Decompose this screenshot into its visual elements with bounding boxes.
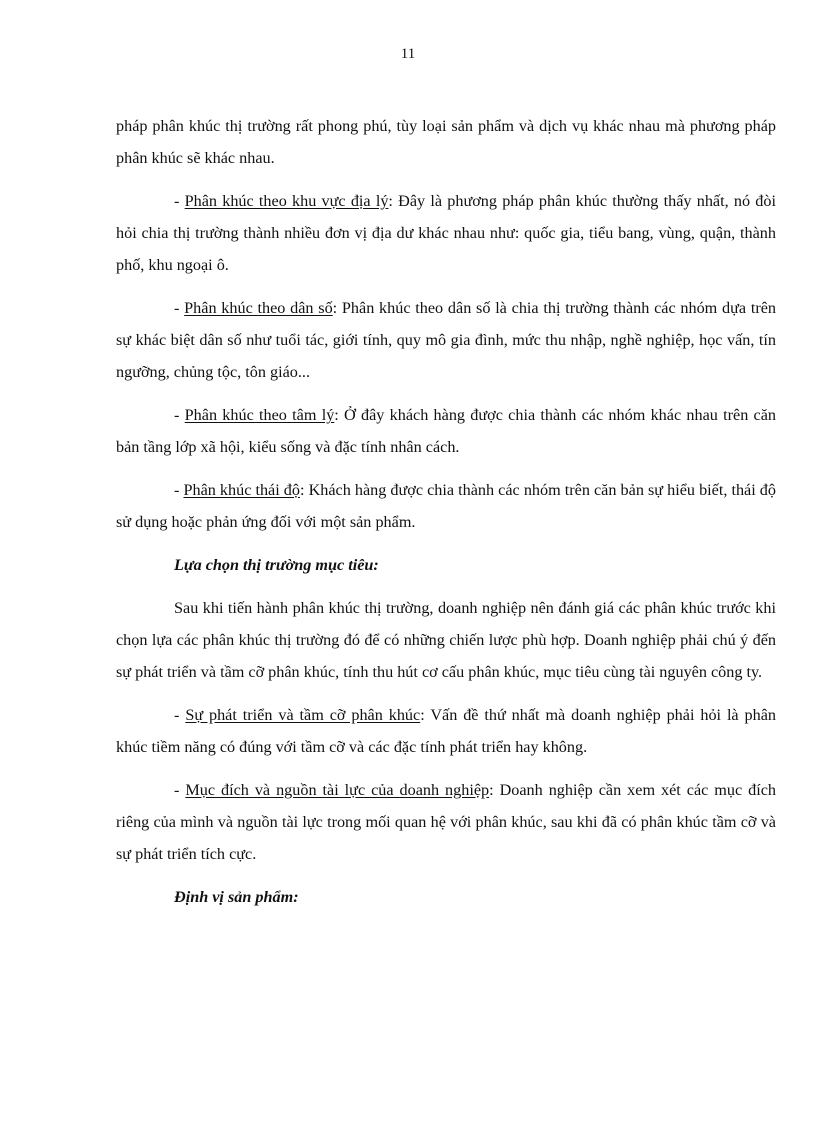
term-psychographic: Phân khúc theo tâm lý <box>184 406 335 424</box>
term-attitude: Phân khúc thái độ <box>183 481 300 499</box>
term-geographic: Phân khúc theo khu vực địa lý <box>184 192 389 210</box>
paragraph-intro-continuation: pháp phân khúc thị trường rất phong phú, tùy loại sản phẩm và dịch vụ khác nhau mà phương pháp phân khúc sẽ khác nhau. <box>116 117 776 167</box>
paragraph-geographic: - Phân khúc theo khu vực địa lý: Đây là phương pháp phân khúc thường thấy nhất, nó đòi hỏi chia thị trường thành nhiều đơn vị địa dư khác nhau như: quốc gia, tiểu bang, vùng, quận, thành phố, khu ngoại ô. <box>116 192 776 274</box>
term-objectives-resources: Mục đích và nguồn tài lực của doanh nghiệp <box>185 781 490 799</box>
term-segment-growth: Sự phát triển và tầm cỡ phân khúc <box>185 706 421 724</box>
section-heading-target-market: Lựa chọn thị trường mục tiêu: <box>174 556 379 574</box>
paragraph-segment-growth: - Sự phát triển và tầm cỡ phân khúc: Vấn đề thứ nhất mà doanh nghiệp phải hỏi là phân khúc tiềm năng có đúng với tầm cỡ và các đặc tính phát triển hay không. <box>116 706 776 756</box>
paragraph-psychographic: - Phân khúc theo tâm lý: Ở đây khách hàng được chia thành các nhóm khác nhau trên căn bản tầng lớp xã hội, kiểu sống và đặc tính nhân cách. <box>116 406 777 456</box>
paragraph-objectives-resources: - Mục đích và nguồn tài lực của doanh nghiệp: Doanh nghiệp cần xem xét các mục đích riêng của mình và nguồn tài lực trong mối quan hệ với phân khúc, sau khi đã có phân khúc tầm cỡ và sự phát triển tích cực. <box>116 781 776 863</box>
document-body <box>116 110 776 913</box>
term-demographic: Phân khúc theo dân số <box>184 299 333 317</box>
paragraph-target-market: Sau khi tiến hành phân khúc thị trường, doanh nghiệp nên đánh giá các phân khúc trước khi chọn lựa các phân khúc thị trường đó để có những chiến lược phù hợp. Doanh nghiệp phải chú ý đến sự phát triển và tầm cỡ phân khúc, tính thu hút cơ cấu phân khúc, mục tiêu cùng tài nguyên công ty. <box>116 599 776 681</box>
paragraph-attitude: - Phân khúc thái độ: Khách hàng được chia thành các nhóm trên căn bản sự hiểu biết, thái độ sử dụng hoặc phản ứng đối với một sản phẩm. <box>116 481 776 531</box>
page-number: 11 <box>400 46 416 62</box>
section-heading-positioning: Định vị sản phẩm: <box>174 888 299 906</box>
paragraph-demographic: - Phân khúc theo dân số: Phân khúc theo dân số là chia thị trường thành các nhóm dựa trên sự khác biệt dân số như tuổi tác, giới tính, quy mô gia đình, mức thu nhập, nghề nghiệp, học vấn, tín ngưỡng, chủng tộc, tôn giáo... <box>116 299 776 381</box>
